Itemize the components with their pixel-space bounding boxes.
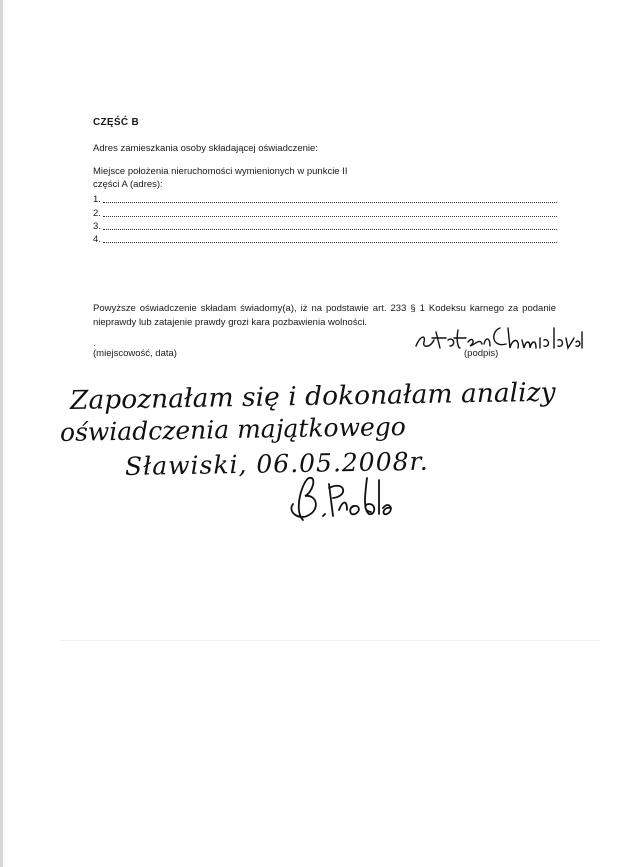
dotted-line: [103, 201, 557, 203]
faint-scan-line: [60, 640, 600, 641]
signature-stefan-chmielewski: [410, 318, 590, 354]
dotted-line: [103, 228, 557, 230]
handwritten-line-3: Sławiski, 06.05.2008r.: [124, 446, 429, 481]
dotted-line: [103, 215, 557, 217]
section-heading: CZĘŚĆ B: [93, 117, 139, 128]
list-number: 1.: [93, 194, 101, 205]
scan-mark: ·: [93, 340, 96, 350]
list-number: 3.: [93, 221, 101, 232]
dotted-line: [103, 241, 557, 243]
handwritten-line-2: oświadczenia majątkowego: [59, 411, 407, 447]
property-location-label: Miejsce położenia nieruchomości wymienionych w punkcie II: [93, 166, 348, 177]
list-item: [93, 207, 557, 219]
signature-label: (podpis): [464, 348, 499, 359]
signature-b-prodlo: [283, 470, 423, 526]
list-item: [93, 233, 557, 245]
property-location-label-cont: części A (adres):: [93, 179, 163, 190]
list-item: [93, 193, 557, 205]
list-item: [93, 220, 557, 232]
handwritten-line-1: Zapoznałam się i dokonałam analizy: [69, 377, 556, 416]
scan-edge-shadow: [0, 0, 3, 867]
place-date-label: (miejscowość, data): [93, 348, 177, 359]
address-label: Adres zamieszkania osoby składającej oświadczenie:: [93, 143, 318, 154]
list-number: 2.: [93, 208, 101, 219]
declaration-text: Powyższe oświadczenie składam świadomy(a), iż na podstawie art. 233 § 1 Kodeksu karnego za podanie nieprawdy lub zatajenie prawdy grozi kara pozbawienia wolności.: [93, 303, 556, 328]
list-number: 4.: [93, 234, 101, 245]
